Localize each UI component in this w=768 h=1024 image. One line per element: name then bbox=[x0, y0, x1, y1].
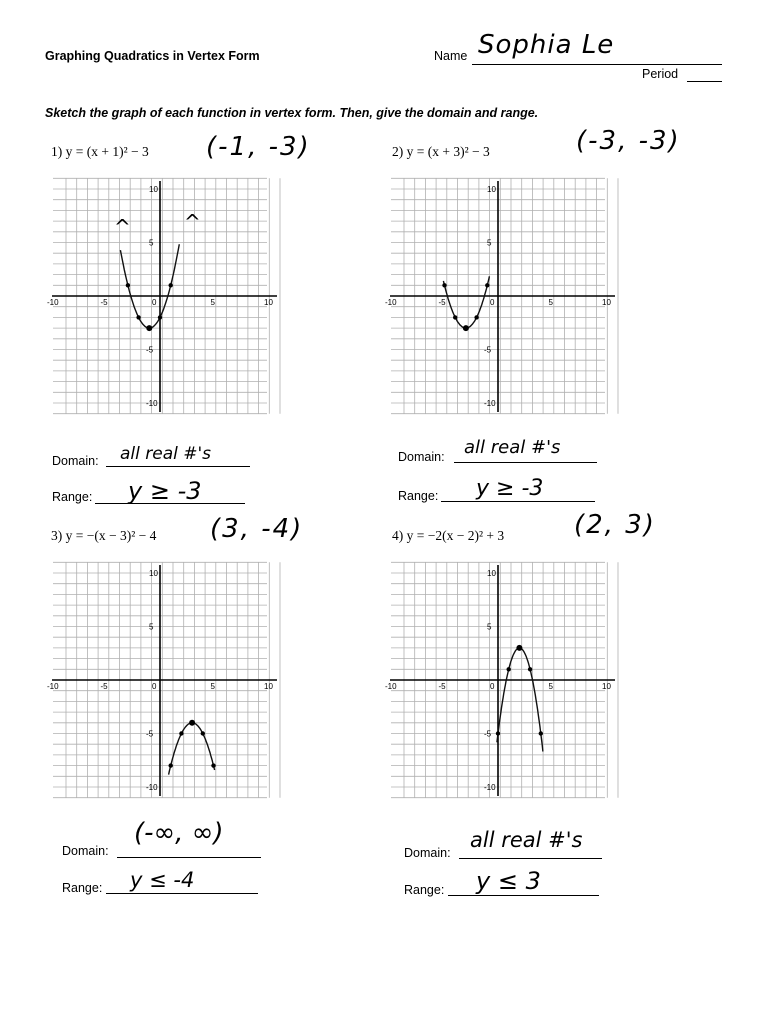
x-tick-label: 10 bbox=[602, 682, 611, 691]
plotted-point bbox=[158, 315, 162, 319]
y-tick-label: -5 bbox=[484, 729, 492, 739]
problem-3-range-value: y ≤ -4 bbox=[130, 868, 195, 892]
y-tick-label: -10 bbox=[146, 399, 158, 408]
x-tick-label: 10 bbox=[264, 682, 273, 691]
tick-label-origin: 0 bbox=[490, 298, 495, 307]
plotted-point bbox=[485, 283, 489, 287]
tick-label-origin: 0 bbox=[152, 682, 157, 691]
plotted-point bbox=[453, 315, 457, 319]
y-tick-label: -10 bbox=[484, 399, 496, 408]
problem-3-equation: 3) y = −(x − 3)² − 4 bbox=[51, 528, 157, 543]
period-label: Period bbox=[642, 67, 679, 81]
problem-2-domain-line bbox=[454, 462, 597, 463]
problem-2-domain-label: Domain: bbox=[398, 450, 445, 464]
y-tick-label: -5 bbox=[146, 729, 154, 739]
x-tick-label: -10 bbox=[47, 682, 59, 691]
x-tick-label: -10 bbox=[47, 298, 59, 307]
y-tick-label: 5 bbox=[149, 238, 154, 248]
plotted-point bbox=[507, 667, 511, 671]
student-name: Sophia Le bbox=[478, 30, 615, 60]
y-tick-label: 10 bbox=[149, 185, 158, 194]
parabola-curve bbox=[169, 723, 215, 775]
problem-4-domain-value: all real #'s bbox=[470, 828, 583, 852]
plotted-point bbox=[496, 731, 500, 735]
worksheet-title: Graphing Quadratics in Vertex Form bbox=[45, 49, 260, 63]
y-tick-label: 5 bbox=[149, 622, 154, 632]
problem-1-domain-value: all real #'s bbox=[120, 444, 212, 464]
tick-label-origin: 0 bbox=[490, 682, 495, 691]
problem-3-vertex: (3, -4) bbox=[210, 514, 304, 544]
problem-4-range-line bbox=[448, 895, 599, 896]
tick-label-origin: 0 bbox=[152, 298, 157, 307]
x-tick-label: -5 bbox=[100, 298, 108, 307]
vertex-point bbox=[189, 720, 195, 726]
plotted-point bbox=[169, 763, 173, 767]
y-tick-label: -10 bbox=[484, 783, 496, 792]
problem-4-equation: 4) y = −2(x − 2)² + 3 bbox=[392, 528, 505, 543]
plotted-point bbox=[442, 283, 446, 287]
y-tick-label: 5 bbox=[487, 238, 492, 248]
y-tick-label: 10 bbox=[487, 185, 496, 194]
instructions: Sketch the graph of each function in vertex form. Then, give the domain and range. bbox=[45, 106, 539, 120]
plotted-point bbox=[179, 731, 183, 735]
x-tick-label: -5 bbox=[438, 682, 446, 691]
period-line bbox=[687, 81, 722, 82]
problem-1-domain-line bbox=[106, 466, 250, 467]
problem-3-range-line bbox=[106, 893, 258, 894]
problem-2-range-line bbox=[441, 501, 595, 502]
x-tick-label: 10 bbox=[602, 298, 611, 307]
problem-1-range-value: y ≥ -3 bbox=[128, 477, 202, 505]
x-tick-label: -5 bbox=[438, 298, 446, 307]
y-tick-label: 10 bbox=[487, 569, 496, 578]
plotted-point bbox=[126, 283, 130, 287]
y-tick-label: 10 bbox=[149, 569, 158, 578]
plotted-point bbox=[201, 731, 205, 735]
plotted-point bbox=[136, 315, 140, 319]
problem-3-range-label: Range: bbox=[62, 881, 103, 895]
x-tick-label: 10 bbox=[264, 298, 273, 307]
parabola-curve bbox=[443, 276, 489, 328]
problem-2-equation: 2) y = (x + 3)² − 3 bbox=[392, 144, 490, 159]
x-tick-label: 5 bbox=[210, 682, 215, 691]
vertex-point bbox=[463, 325, 469, 331]
plotted-point bbox=[169, 283, 173, 287]
problem-1-vertex: (-1, -3) bbox=[206, 132, 311, 162]
x-tick-label: -5 bbox=[100, 682, 108, 691]
problem-2-domain-value: all real #'s bbox=[464, 437, 561, 458]
problem-2-range-value: y ≥ -3 bbox=[476, 476, 544, 501]
problem-3-domain-line bbox=[117, 857, 261, 858]
name-line bbox=[472, 64, 722, 65]
plotted-point bbox=[211, 763, 215, 767]
problem-4-domain-label: Domain: bbox=[404, 846, 451, 860]
problem-2-vertex: (-3, -3) bbox=[576, 126, 681, 156]
x-tick-label: 5 bbox=[548, 298, 553, 307]
x-tick-label: -10 bbox=[385, 298, 397, 307]
problem-1-range-label: Range: bbox=[52, 490, 93, 504]
problem-3-domain-value: (-∞, ∞) bbox=[134, 818, 224, 848]
plotted-point bbox=[539, 731, 543, 735]
graph-1-arrow-left: ^ bbox=[114, 215, 131, 239]
problem-3-domain-label: Domain: bbox=[62, 844, 109, 858]
problem-1-domain-label: Domain: bbox=[52, 454, 99, 468]
graph-2 bbox=[385, 178, 616, 414]
x-tick-label: -10 bbox=[385, 682, 397, 691]
plotted-point bbox=[528, 667, 532, 671]
vertex-point bbox=[146, 325, 152, 331]
graph-4 bbox=[385, 562, 616, 798]
x-tick-label: 5 bbox=[210, 298, 215, 307]
problem-4-vertex: (2, 3) bbox=[574, 510, 656, 540]
problem-4-range-value: y ≤ 3 bbox=[476, 867, 541, 895]
graph-3 bbox=[47, 562, 278, 798]
vertex-point bbox=[516, 645, 522, 651]
graph-1-arrow-right: ^ bbox=[184, 210, 201, 234]
problem-4-domain-line bbox=[459, 858, 602, 859]
name-label: Name bbox=[434, 49, 468, 63]
parabola-curve bbox=[497, 648, 543, 752]
y-tick-label: 5 bbox=[487, 622, 492, 632]
y-tick-label: -10 bbox=[146, 783, 158, 792]
problem-1-equation: 1) y = (x + 1)² − 3 bbox=[51, 144, 149, 159]
y-tick-label: -5 bbox=[484, 345, 492, 355]
problem-4-range-label: Range: bbox=[404, 883, 445, 897]
y-tick-label: -5 bbox=[146, 345, 154, 355]
problem-2-range-label: Range: bbox=[398, 489, 439, 503]
x-tick-label: 5 bbox=[548, 682, 553, 691]
plotted-point bbox=[474, 315, 478, 319]
graph-1 bbox=[47, 178, 278, 414]
